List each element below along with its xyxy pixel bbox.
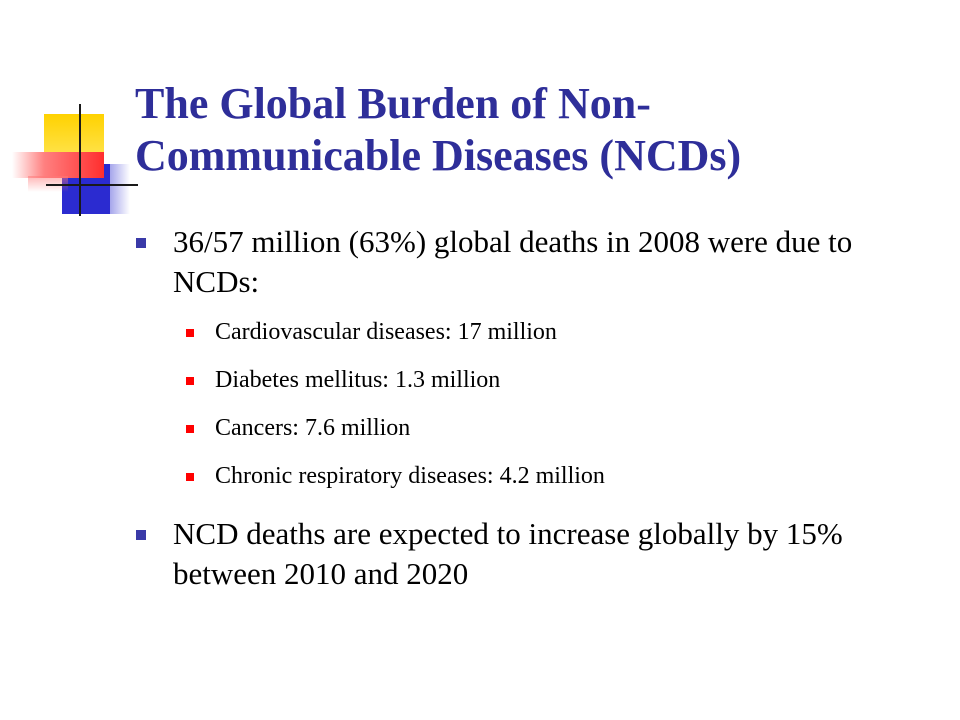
sub-bullet-text: Diabetes mellitus: 1.3 million (215, 367, 501, 393)
bullet-list (130, 222, 930, 594)
sub-bullet-text: Chronic respiratory diseases: 4.2 million (215, 463, 605, 489)
square-bullet-icon (136, 530, 146, 540)
small-square-bullet-icon (186, 473, 194, 481)
sub-bullet-list (173, 308, 930, 500)
small-square-bullet-icon (186, 329, 194, 337)
decor-red-bar (12, 152, 104, 178)
title-line-2: Communicable Diseases (NCDs) (135, 131, 742, 180)
decor-horizontal-line (46, 184, 138, 186)
square-bullet-icon (136, 238, 146, 248)
small-square-bullet-icon (186, 425, 194, 433)
sub-bullet-item (130, 308, 930, 356)
decor-vertical-line (79, 104, 81, 216)
sub-bullet-item (130, 404, 930, 452)
bullet-item (130, 222, 930, 500)
small-square-bullet-icon (186, 377, 194, 385)
title-line-1: The Global Burden of Non- (135, 79, 651, 128)
slide-title (135, 78, 935, 182)
bullet-item (130, 514, 930, 594)
sub-bullet-item (130, 356, 930, 404)
sub-bullet-text: Cancers: 7.6 million (215, 415, 411, 441)
bullet-text: NCD deaths are expected to increase globally by 15% between 2010 and 2020 (173, 516, 843, 591)
decor-blue-fade (104, 164, 130, 214)
sub-bullet-item (130, 452, 930, 500)
sub-bullet-text: Cardiovascular diseases: 17 million (215, 319, 557, 345)
bullet-text: 36/57 million (63%) global deaths in 2008 were due to NCDs: (173, 224, 853, 299)
